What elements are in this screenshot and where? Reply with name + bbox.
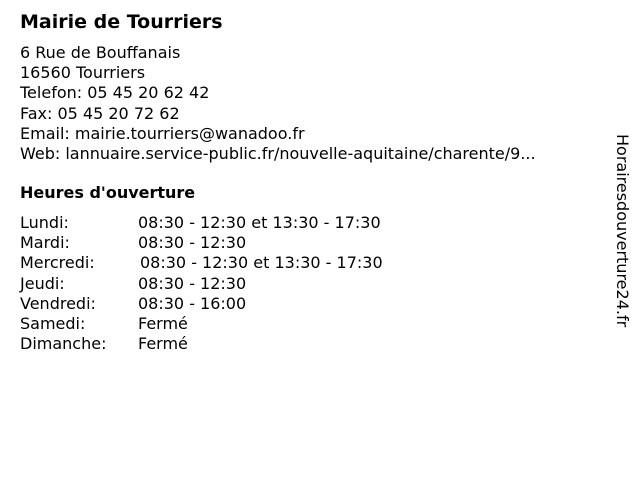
page-title: Mairie de Tourriers bbox=[20, 11, 223, 33]
opening-hours-heading: Heures d'ouverture bbox=[20, 183, 196, 202]
day-label: Vendredi: bbox=[20, 293, 96, 313]
time-value: 08:30 - 12:30 bbox=[138, 273, 247, 293]
day-label: Mardi: bbox=[20, 233, 70, 253]
time-value: 08:30 - 12:30 et 13:30 - 17:30 bbox=[140, 253, 383, 273]
address-street: 6 Rue de Bouffanais bbox=[20, 43, 181, 62]
address-city: 16560 Tourriers bbox=[20, 63, 146, 83]
time-value: 08:30 - 12:30 et 13:30 - 17:30 bbox=[138, 213, 381, 232]
day-label: Mercredi: bbox=[20, 253, 95, 273]
time-value: Fermé bbox=[138, 334, 188, 354]
time-value: 08:30 - 16:00 bbox=[138, 293, 247, 313]
site-watermark: Horairesdouverture24.fr bbox=[613, 134, 632, 328]
time-value: Fermé bbox=[138, 313, 188, 333]
website-url: Web: lannuaire.service-public.fr/nouvelle-aquitaine/charente/9... bbox=[20, 144, 536, 164]
day-label: Dimanche: bbox=[20, 334, 107, 354]
fax-number: Fax: 05 45 20 72 62 bbox=[20, 103, 180, 123]
time-value: 08:30 - 12:30 bbox=[138, 233, 247, 253]
day-label: Samedi: bbox=[20, 313, 86, 333]
day-label: Lundi: bbox=[20, 213, 69, 232]
contact-info bbox=[20, 43, 536, 164]
day-label: Jeudi: bbox=[20, 273, 65, 293]
email-address: Email: mairie.tourriers@wanadoo.fr bbox=[20, 123, 305, 143]
phone-number: Telefon: 05 45 20 62 42 bbox=[20, 83, 210, 103]
